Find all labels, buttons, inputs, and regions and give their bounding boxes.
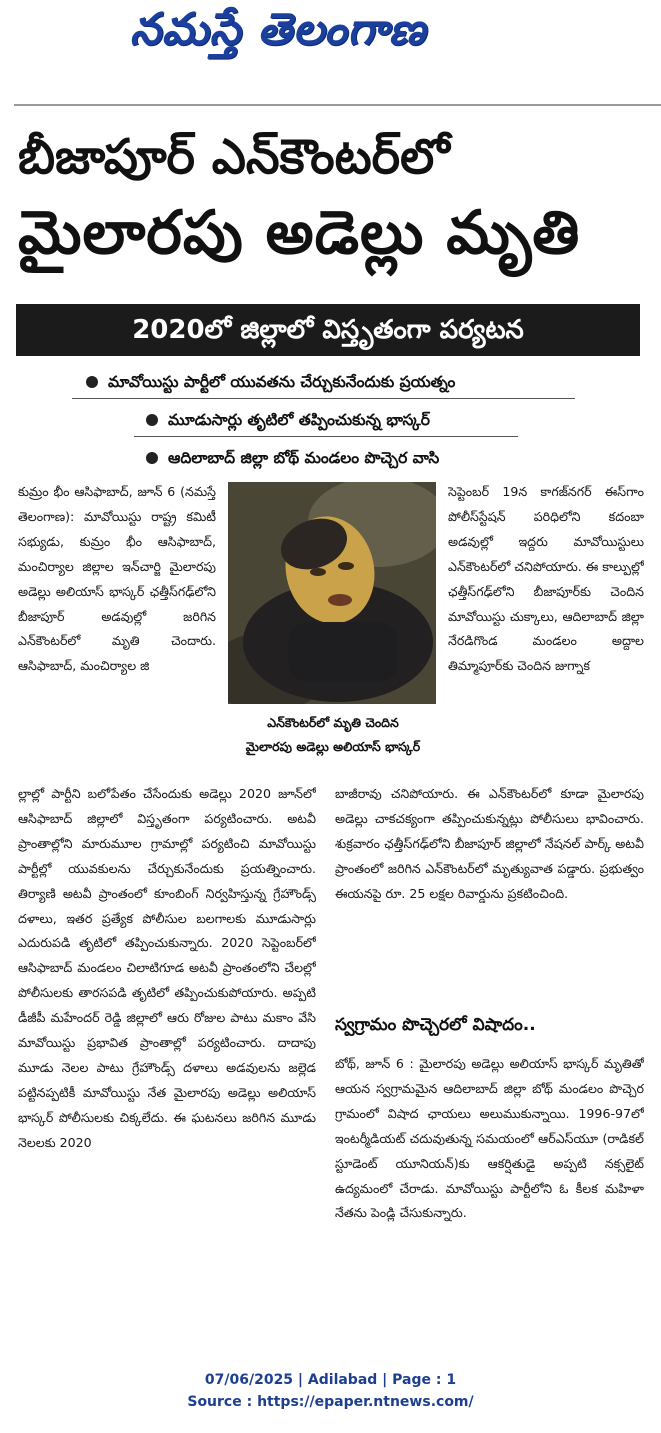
article-left-bottom bbox=[18, 782, 316, 1342]
photo-caption-line-1: ఎన్‌కౌంటర్‌లో మృతి చెందిన bbox=[267, 715, 399, 730]
article-paragraph: బోథ్, జూన్ 6 : మైలారపు అడెల్లు అలియాస్ భాస్కర్ మృతితో ఆయన స్వగ్రామమైన ఆదిలాబాద్ జిల్లా బోథ్ మండలం పొచ్చెర గ్రామంలో విషాద ఛాయలు అలుముకున్నాయి. 1996-97లో ఇంటర్మీడియట్ చదువుతున్న సమయంలో ఆర్‌ఎస్‌యూ (రాడికల్ స్టూడెంట్ యూనియన్)కు ఆకర్షితుడై అప్పటి నక్సలైట్ ఉద్యమంలో చేరాడు. మావోయిస్టు పార్టీలోని ఓ కీలక మహిళా నేతను పెండ్లి చేసుకున్నారు. bbox=[335, 1056, 644, 1221]
subheadline-bar: 2020లో జిల్లాలో విస్తృతంగా పర్యటన bbox=[16, 304, 640, 356]
article-right-bottom bbox=[335, 1052, 644, 1342]
footer-source: Source : https://epaper.ntnews.com/ bbox=[187, 1394, 474, 1410]
section-subhead: స్వగ్రామం పొచ్చెరలో విషాదం.. bbox=[335, 1015, 536, 1035]
headline-line-2: మైలారపు అడెల్లు మృతి bbox=[18, 198, 581, 268]
bullet-2 bbox=[146, 408, 430, 432]
article-paragraph: బాజీరావు చనిపోయారు. ఈ ఎన్‌కౌంటర్‌లో కూడా మైలారపు అడెల్లు చాకచక్యంగా తప్పించుకున్నట్లు పోలీసులు భావించారు. శుక్రవారం ఛత్తీస్‌గఢ్‌లోని బీజాపూర్ జిల్లాలో నేషనల్ పార్క్ అటవీ ప్రాంతంలో జరిగిన ఎన్‌కౌంటర్‌లో మృత్యువాత పడ్డారు. ప్రభుత్వం ఈయనపై రూ. 25 లక్షల రివార్డును ప్రకటించింది. bbox=[335, 786, 644, 901]
article-right-mid bbox=[335, 782, 644, 1006]
bullet-dot-icon bbox=[146, 414, 158, 426]
bullet-dot-icon bbox=[86, 376, 98, 388]
headline-line-1: బీజాపూర్ ఎన్‌కౌంటర్‌లో bbox=[18, 129, 450, 185]
newspaper-logo: నమస్తే తెలంగాణ bbox=[130, 4, 427, 55]
bullet-3 bbox=[146, 446, 439, 470]
article-paragraph: సెప్టెంబర్ 19న కాగజ్‌నగర్ ఈస్‌గాం పోలీస్‌స్టేషన్ పరిధిలోని కదంబా అడవుల్లో ఇద్దరు మావోయిస్టులు ఎన్‌కౌంటర్‌లో చనిపోయారు. ఈ కాల్పుల్లో ఛత్తీస్‌గఢ్‌లోని బీజాపూర్‌కు చెందిన మావోయిస్టు చుక్కాలు, ఆదిలాబాద్ జిల్లా నేరడిగొండ మండలం అద్దాల తిమ్మాపూర్‌కు చెందిన జుగ్నాక bbox=[448, 484, 644, 674]
masthead-divider bbox=[14, 104, 661, 106]
bullet-divider bbox=[72, 398, 575, 399]
bullet-1 bbox=[86, 370, 455, 394]
portrait-image bbox=[228, 482, 436, 704]
article-left-top bbox=[18, 480, 216, 780]
bullet-text: ఆదిలాబాద్ జిల్లా బోథ్ మండలం పొచ్చెర వాసి bbox=[168, 449, 440, 467]
article-paragraph: ల్లాల్లో పార్టీని బలోపేతం చేసేందుకు అడెల్లు 2020 జూన్‌లో ఆసిఫాబాద్ జిల్లాలో విస్తృతంగా పర్యటించారు. అటవీ ప్రాంతాల్లోని మారుమూల గ్రామాల్లో పర్యటించి మావోయిస్టు పార్టీల్లో యువకులను చేర్చుకునేందుకు ప్రయత్నించారు. తిర్యాణి అటవీ ప్రాంతంలో కూంబింగ్ నిర్వహిస్తున్న గ్రేహౌండ్స్ దళాలు, ఇతర ప్రత్యేక పోలీసుల బలగాలకు మూడుసార్లు ఎదురుపడి తృటిలో తప్పించుకున్నారు. 2020 సెప్టెంబర్‌లో ఆసిఫాబాద్ మండలం చిలాటిగూడ అటవీ ప్రాంతంలోని చేలల్లో పోలీసులకు తారసపడి తృటిలో తప్పించుకుపోయారు. అప్పటి డీజీపీ మహేందర్ రెడ్డి జిల్లాలో ఆరు రోజుల పాటు మకాం వేసి మావోయిస్టు ప్రభావిత ప్రాంతాల్లో పర్యటించారు. దాదాపు మూడు నెలల పాటు గ్రేహౌండ్స్ దళాలు అడవులను జల్లెడ పట్టినప్పటికీ మావోయిస్టు నేత మైలారపు అడెల్లు అలియాస్ భాస్కర్ పోలీసులకు చిక్కలేదు. ఈ ఘటనలు జరిగిన మూడు నెలలకు 2020 bbox=[18, 786, 316, 1150]
footer-date-edition: 07/06/2025 | Adilabad | Page : 1 bbox=[204, 1372, 457, 1388]
bullet-dot-icon bbox=[146, 452, 158, 464]
article-paragraph: కుమ్రం భీం ఆసిఫాబాద్, జూన్ 6 (నమస్తే తెలంగాణ): మావోయిస్టు రాష్ట్ర కమిటీ సభ్యుడు, కుమ్రం భీం ఆసిఫాబాద్, మంచిర్యాల జిల్లాల ఇన్‌చార్జి మైలారపు అడెల్లు అలియాస్ భాస్కర్ ఛత్తీస్‌గఢ్‌లోని బీజాపూర్ అడవుల్లో జరిగిన ఎన్‌కౌంటర్‌లో మృతి చెందారు. ఆసిఫాబాద్, మంచిర్యాల జి bbox=[18, 484, 216, 674]
masthead bbox=[0, 0, 661, 92]
bullet-text: మావోయిస్టు పార్టీలో యువతను చేర్చుకునేందుకు ప్రయత్నం bbox=[108, 373, 456, 391]
bullet-text: మూడుసార్లు తృటిలో తప్పించుకున్న భాస్కర్ bbox=[168, 411, 430, 429]
article-right-top bbox=[448, 480, 644, 780]
portrait-photo bbox=[228, 482, 436, 704]
photo-caption-line-2: మైలారపు అడెల్లు అలియాస్ భాస్కర్ bbox=[245, 739, 421, 754]
bullet-divider bbox=[134, 436, 518, 437]
